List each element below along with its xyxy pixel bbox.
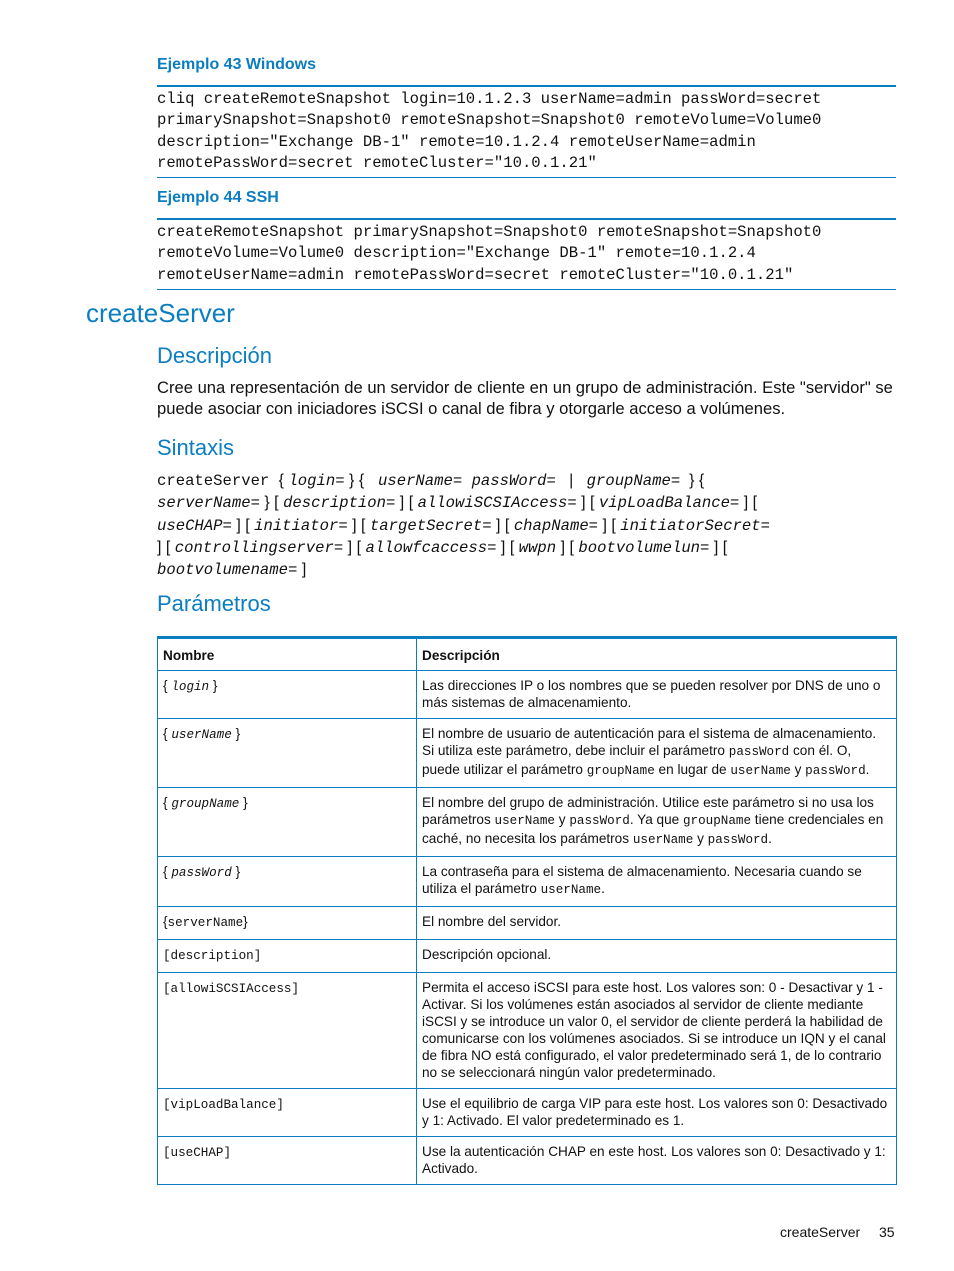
parameter-name-cell — [158, 940, 417, 973]
cell-text: . — [768, 831, 772, 846]
syntax-parameter: initiator= — [254, 516, 348, 535]
syntax-token: createServer — [157, 472, 279, 490]
descripcion-text: Cree una representación de un servidor de cliente en un grupo de administración. Este "servidor" se puede asociar con iniciadores iSCSI o canal de fibra y otorgarle acceso a volúmenes. — [157, 378, 893, 418]
syntax-parameter: vipLoadBalance= — [598, 494, 740, 513]
syntax-token: ] [ — [343, 538, 366, 556]
syntax-token: ] [ — [347, 516, 370, 534]
syntax-token: ] [ — [491, 516, 514, 534]
cell-text: El nombre del servidor. — [422, 914, 562, 929]
cell-text: { — [163, 864, 172, 879]
syntax-token: ] [ — [598, 516, 621, 534]
cell-text: userName — [540, 883, 602, 897]
syntax-parameter: bootvolumelun= — [578, 538, 710, 557]
syntax-token: ] [ — [157, 538, 175, 556]
syntax-token: } { — [680, 472, 705, 489]
code-line: remoteVolume=Volume0 description="Exchange DB-1" remote=10.1.2.4 — [157, 244, 756, 263]
cell-text: Descripción opcional. — [422, 947, 552, 962]
cell-text: El nombre de usuario de autenticación para el sistema de almacenamiento. Si utiliza este parámetro, debe incluir el parámetro — [422, 726, 877, 758]
syntax-line — [157, 515, 902, 537]
syntax-parameter: login= — [288, 472, 345, 490]
cell-text: } — [231, 864, 241, 879]
cell-text: passWord — [707, 833, 769, 847]
syntax-parameter: wwpn — [518, 538, 557, 557]
syntax-parameter: description= — [283, 494, 396, 513]
syntax-token: ] [ — [496, 538, 519, 556]
cell-text: { — [163, 726, 172, 741]
syntax-line — [157, 470, 902, 492]
syntax-line — [157, 492, 902, 514]
table-row — [158, 907, 897, 940]
cell-text: [description] — [163, 949, 262, 963]
example-43-title: Ejemplo 43 Windows — [157, 56, 316, 73]
cell-text: Use la autenticación CHAP en este host. Los valores son 0: Desactivado y 1: Activado. — [422, 1144, 886, 1176]
cell-text: en lugar de — [654, 762, 731, 777]
code-line: createRemoteSnapshot primarySnapshot=Snapshot0 remoteSnapshot=Snapshot0 — [157, 223, 822, 241]
cell-text: passWord — [569, 814, 630, 828]
parameter-description-cell — [417, 671, 897, 719]
table-row — [158, 1137, 897, 1185]
cell-text: } — [231, 726, 241, 741]
table-row — [158, 1089, 897, 1137]
section-title: createServer — [86, 298, 235, 328]
cell-text: y — [555, 812, 570, 827]
table-header-row — [158, 638, 897, 671]
syntax-parameter: targetSecret= — [369, 516, 492, 535]
code-line: cliq createRemoteSnapshot login=10.1.2.3 userName=admin passWord=secret — [157, 90, 822, 108]
cell-text: } — [239, 795, 248, 810]
parameter-name-cell — [158, 788, 417, 857]
syntax-token: { — [278, 472, 289, 489]
cell-text: } — [209, 678, 218, 693]
table-row — [158, 973, 897, 1089]
syntax-token: ] [ — [395, 494, 418, 512]
cell-text: [allowiSCSIAccess] — [163, 982, 300, 996]
example-44-code — [157, 218, 896, 290]
cell-text: passWord — [171, 866, 232, 880]
example-44-title: Ejemplo 44 SSH — [157, 189, 279, 206]
cell-text: groupName — [586, 764, 655, 778]
table-row — [158, 857, 897, 907]
syntax-parameter: useCHAP= — [157, 516, 232, 535]
cell-text: con él. O, puede utilizar el parámetro — [422, 743, 852, 777]
code-line: remoteUserName=admin remotePassWord=secret remoteCluster="10.0.1.21" — [157, 265, 794, 284]
syntax-parameter: controllingserver= — [174, 538, 344, 557]
cell-text: userName — [730, 764, 791, 778]
cell-text: login — [171, 680, 210, 694]
column-header-nombre: Nombre — [158, 638, 417, 671]
syntax-token: ] [ — [739, 494, 758, 512]
parametros-heading: Parámetros — [157, 591, 271, 616]
code-line: primarySnapshot=Snapshot0 remoteSnapshot=Snapshot0 remoteVolume=Volume0 — [157, 111, 822, 130]
descripcion-heading: Descripción — [157, 343, 272, 368]
parameter-description-cell — [417, 907, 897, 940]
parameter-description-cell — [417, 788, 897, 857]
cell-text: groupName — [683, 814, 752, 828]
cell-text: } — [243, 914, 248, 929]
parameter-name-cell — [158, 719, 417, 788]
syntax-token: ] — [297, 561, 307, 579]
cell-text: { — [163, 795, 172, 810]
syntax-token: } [ — [259, 494, 284, 512]
example-43-code — [157, 85, 896, 178]
syntax-token: ] [ — [556, 538, 579, 556]
table-row — [158, 719, 897, 788]
syntax-parameter: initiatorSecret= — [620, 516, 771, 535]
syntax-parameter: bootvolumename= — [157, 561, 298, 580]
parameter-name-cell — [158, 857, 417, 907]
parameter-name-cell — [158, 907, 417, 940]
column-header-descripcion: Descripción — [417, 638, 897, 671]
cell-text: Permita el acceso iSCSI para este host. Los valores son: 0 - Desactivar y 1 - Activar. Si los volúmenes están asociados al servidor de cliente mediante iSCSI y se introduce un valor 0, el servidor de cliente perderá la habilidad de comunicarse con los volúmenes asociados. Si se introduce un IQN y el canal de fibra NO está configurado, el valor predeterminado será 1, de lo contrario no se seleccionará ningún valor predeterminado. — [422, 980, 886, 1080]
cell-text: { — [163, 678, 172, 693]
cell-text: [vipLoadBalance] — [163, 1098, 284, 1112]
table-row — [158, 788, 897, 857]
cell-text: [useCHAP] — [163, 1146, 232, 1160]
cell-text: La contraseña para el sistema de almacenamiento. Necesaria cuando se utiliza el parámetro — [422, 864, 862, 896]
syntax-line — [157, 559, 902, 581]
syntax-parameter: allowiSCSIAccess= — [417, 494, 577, 513]
parameter-description-cell — [417, 1089, 897, 1137]
cell-text: passWord — [805, 764, 866, 778]
cell-text: . Ya que — [629, 812, 683, 827]
parameters-table — [157, 636, 897, 1185]
syntax-token: } { — [344, 472, 369, 489]
syntax-parameter: userName= passWord= — [368, 472, 556, 490]
cell-text: Las direcciones IP o los nombres que se pueden resolver por DNS de uno o más sistemas de almacenamiento. — [422, 678, 881, 710]
cell-text: Use el equilibrio de carga VIP para este host. Los valores son 0: Desactivado y 1: Activado. El valor predeterminado es 1. — [422, 1096, 888, 1128]
cell-text: . — [601, 881, 605, 896]
syntax-token: ] [ — [231, 516, 255, 534]
cell-text: serverName — [167, 916, 244, 930]
code-line: description="Exchange DB-1" remote=10.1.2.4 remoteUserName=admin — [157, 132, 756, 151]
parameter-description-cell — [417, 857, 897, 907]
table-row — [158, 671, 897, 719]
parameter-name-cell — [158, 671, 417, 719]
page-number: 35 — [879, 1224, 895, 1240]
parameter-description-cell — [417, 940, 897, 973]
syntax-line — [157, 537, 902, 559]
syntax-block — [157, 470, 902, 581]
parameter-description-cell — [417, 1137, 897, 1185]
code-line: remotePassWord=secret remoteCluster="10.0.1.21" — [157, 153, 597, 172]
syntax-parameter: allowfcaccess= — [365, 538, 497, 557]
parameter-description-cell — [417, 719, 897, 788]
syntax-token: ] [ — [576, 494, 599, 512]
table-row — [158, 940, 897, 973]
cell-text: { — [163, 914, 168, 929]
cell-text: . — [865, 762, 870, 777]
cell-text: groupName — [171, 797, 240, 811]
cell-text: y — [790, 762, 806, 777]
cell-text: tiene credenciales en caché, no necesita los parámetros — [422, 812, 884, 846]
syntax-token: ] [ — [709, 538, 728, 556]
cell-text: userName — [632, 833, 694, 847]
parameter-description-cell — [417, 973, 897, 1089]
cell-text: userName — [171, 728, 232, 742]
syntax-parameter: chapName= — [513, 516, 599, 535]
cell-text: El nombre del grupo de administración. Utilice este parámetro si no usa los parámetros — [422, 795, 874, 827]
syntax-parameter: groupName= — [586, 472, 681, 490]
cell-text: userName — [494, 814, 555, 828]
cell-text: y — [693, 831, 708, 846]
syntax-parameter: serverName= — [157, 494, 260, 513]
sintaxis-heading: Sintaxis — [157, 435, 235, 460]
cell-text: passWord — [728, 745, 790, 759]
parameter-name-cell — [158, 973, 417, 1089]
syntax-token: | — [555, 472, 587, 489]
footer-section-title: createServer — [780, 1224, 861, 1240]
parameter-name-cell — [158, 1137, 417, 1185]
parameter-name-cell — [158, 1089, 417, 1137]
